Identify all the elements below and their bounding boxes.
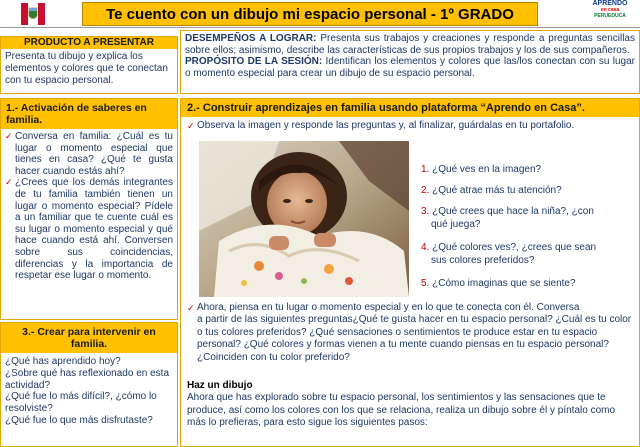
logo-line-3: PERUEDUCA (594, 13, 626, 19)
section-3-question-2: ¿Sobre qué has reflexionado en esta actividad? (5, 367, 169, 391)
question-2-number: 2. (421, 185, 430, 196)
question-1-text: ¿Qué ves en la imagen? (432, 164, 542, 175)
reflection-questions: a partir de las siguientes preguntas¿Qué te gusta hacer en tu espacio personal? ¿Cuál es tu color o tus colores preferidos? ¿Qué sensaciones o sentimientos te produce estar en tu espacio personal? ¿Qué colores y formas vienen a tu mente cuando piensas en tu espacio personal? ¿Coinciden con tu color preferido? (197, 314, 632, 363)
desempenos-box (180, 30, 640, 94)
logo-line-2: en casa (600, 7, 620, 13)
page-title: Te cuento con un dibujo mi espacio personal - 1º GRADO (106, 5, 514, 23)
section-3-body (1, 353, 177, 430)
section-1-bullet-2: ✓ ¿Crees que los demás integrantes de tu familia también tienen un lugar o momento especial? Pídele a un familiar que te cuente cuál es su lugar o momento especial y qué hace cuando está ahí. Conversen sobre sus coincidencias, diferencias y la importancia de respetar ese lugar o momento. (5, 177, 173, 281)
product-text: Presenta tu dibujo y explica los elementos y colores que te conectan con tu espacio personal. (5, 51, 168, 86)
logo-line-1: APRENDO (592, 0, 628, 7)
question-5-number: 5. (421, 278, 430, 289)
reflection-block (187, 302, 635, 364)
section-1-heading: 1.- Activación de saberes en familia. (1, 99, 177, 129)
question-5-text: ¿Cómo imaginas que se siente? (432, 278, 576, 289)
right-column (180, 30, 640, 447)
section-2-content (181, 117, 639, 136)
draw-text: Ahora que has explorado sobre tu espacio personal, los sentimientos y las sensaciones que te produce, así como los colores con los que se relaciona, realiza un dibujo sobre él y píntalo como más lo prefieras, para esto sigue los siguientes pasos: (187, 392, 616, 429)
aprendo-en-casa-logo (582, 1, 638, 27)
question-list (421, 159, 633, 294)
section-3-question-4: ¿Qué fue lo que más disfrutaste? (5, 414, 153, 426)
question-4-continuation: sus colores preferidos? (431, 255, 535, 266)
section-2-heading: 2.- Construir aprendizajes en familia usando plataforma “Aprendo en Casa”. (181, 99, 639, 117)
draw-heading: Haz un dibujo (187, 380, 253, 391)
question-5 (421, 273, 633, 294)
reflection-line-1: ✓ Ahora, piensa en tu lugar o momento especial y en lo que te conecta con él. Conversa (187, 302, 635, 314)
question-1-number: 1. (421, 164, 430, 175)
section-3-heading: 3.- Crear para intervenir en familia. (1, 323, 177, 353)
section-1-box (0, 98, 178, 320)
section-1-body (1, 129, 177, 282)
question-3-continuation: qué juega? (431, 219, 481, 230)
observe-instruction: ✓ Observa la imagen y responde las preguntas y, al finalizar, guárdalas en tu portafolio. (187, 120, 633, 133)
section-1-bullet-1: ✓ Conversa en familia: ¿Cuál es tu lugar o momento especial que tienes en casa? ¿Qué te gusta hacer cuando estás ahí? (5, 131, 173, 177)
question-2-text: ¿Qué atrae más tu atención? (432, 185, 562, 196)
page-header (0, 0, 640, 28)
girl-playing-photo (199, 141, 409, 297)
question-4-number: 4. (421, 242, 430, 253)
desempenos-text: Presenta sus trabajos y creaciones y responde a preguntas sencillas sobre ellos; asimismo, describe las características de sus propios trabajos y los de sus compañeros. (185, 33, 635, 56)
question-1 (421, 159, 633, 180)
section-2-box (180, 98, 640, 447)
purpose-text: Identifican los elementos y colores que las/los conectan con su lugar o momento especial para crear un dibujo de su espacio personal. (185, 56, 635, 79)
section-3-question-3: ¿Qué fue lo más difícil?, ¿cómo lo resolviste? (5, 391, 157, 415)
product-heading: PRODUCTO A PRESENTAR (1, 37, 177, 49)
section-3-box (0, 322, 178, 447)
left-column (0, 30, 178, 447)
title-bar (82, 2, 538, 26)
product-box (0, 36, 178, 94)
section-3-question-1: ¿Qué has aprendido hoy? (5, 356, 121, 367)
question-3-number: 3. (421, 206, 430, 217)
desempenos-label: DESEMPEÑOS A LOGRAR: (185, 33, 317, 44)
purpose-label: PROPÓSITO DE LA SESIÓN: (185, 56, 323, 67)
question-3-text: ¿Qué crees que hace la niña?, ¿con (432, 206, 594, 217)
peru-shield-icon (20, 2, 46, 26)
draw-block (187, 380, 635, 430)
question-2 (421, 180, 633, 201)
question-4-text: ¿Qué colores ves?, ¿crees que sean (432, 242, 597, 253)
